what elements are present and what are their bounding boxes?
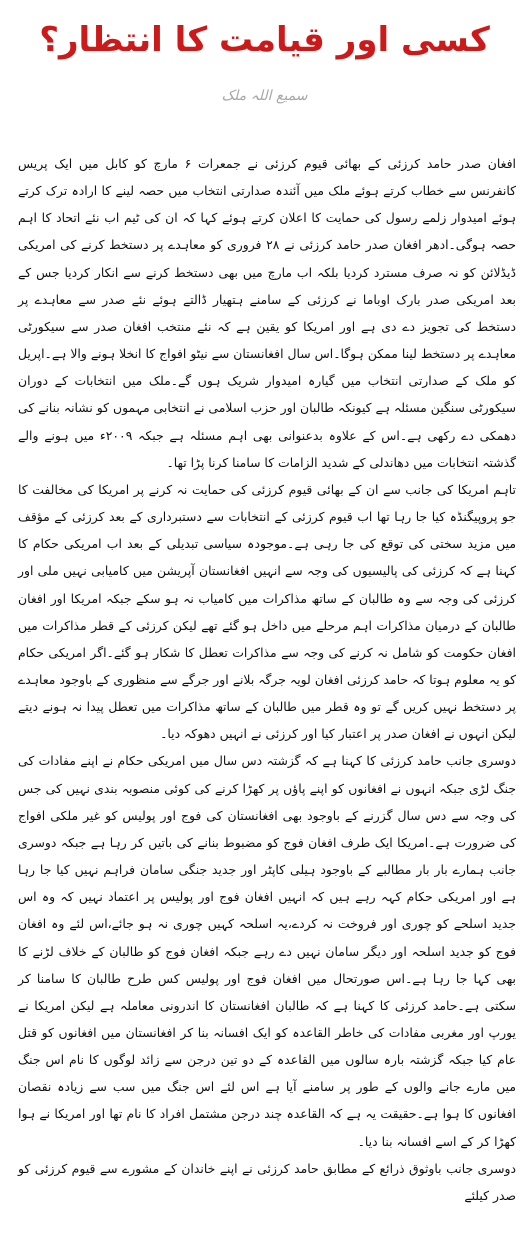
article-body — [18, 150, 516, 1209]
author-byline: سمیع اللہ ملک — [221, 88, 308, 104]
article-paragraph: دوسری جانب باوثوق ذرائع کے مطابق حامد کرزئی نے اپنے خاندان کے مشورے سے قیوم کرزئی کو صدر کیلئے — [18, 1160, 516, 1203]
article-paragraph: تاہم امریکا کی جانب سے ان کے بھائی قیوم کرزئی کی حمایت نہ کرنے پر امریکا کی مخالفت کا جو پروپیگنڈہ کیا جا رہا تھا اب قیوم کرزئی کے انتخابات سے دستبرداری کے بعد کرزئی کے مؤقف میں مزید سختی کی توقع کی جا رہی ہے۔موجودہ سیاسی تبدیلی کے بعد اب امریکی حکام کا کہنا ہے کہ کرزئی کی پالیسیوں کی وجہ سے انہیں افغانستان آپریشن میں کامیابی نہیں ملی اور کرزئی کی وجہ سے وہ طالبان کے ساتھ مذاکرات میں کامیاب نہ ہو سکے جبکہ امریکا اور افغان طالبان کے درمیان مذاکرات اہم مرحلے میں داخل ہو گئے تھے لیکن کرزئی کے قطر مذاکرات میں افغان حکومت کو شامل نہ کرنے کی وجہ سے مذاکرات تعطل کا شکار ہو گئے۔اگر امریکی حکام کو یہ معلوم ہوتا کہ حامد کرزئی افغان لویہ جرگہ بلانے اور جرگے سے منظوری کے باوجود معاہدے پر دستخط نہیں کریں گے تو وہ قطر میں طالبان کے ساتھ مذاکرات میں تعطل پیدا نہ ہونے دیتے لیکن انہوں نے افغان صدر پر اعتبار کیا اور کرزئی نے انہیں دھوکہ دیا۔ — [18, 481, 516, 742]
article-paragraph: دوسری جانب حامد کرزئی کا کہنا ہے کہ گزشتہ دس سال میں امریکی حکام نے اپنے مفادات کی جنگ لڑی جبکہ انہوں نے افغانوں کو اپنے پاؤں پر کھڑا کرنے کی کوئی منصوبہ بندی نہیں کی جس کی وجہ سے دس سال گزرنے کے باوجود بھی افغانستان کی فوج اور پولیس کو غیر ملکی افواج کی ضرورت ہے۔امریکا ایک طرف افغان فوج کو مضبوط بنانے کی باتیں کر رہا ہے جبکہ دوسری جانب ہمارے بار بار مطالبے کے باوجود ہیلی کاپٹر اور جدید جنگی سامان فراہم نہیں کیا جا رہا ہے اور امریکی حکام کہہ رہے ہیں کہ انہیں افغان فوج اور پولیس پر اعتماد نہیں کہ وہ اس جدید اسلحے کو چوری اور فروخت نہ کردے،یہ اسلحہ کہیں چوری نہ ہو جائے،اس لئے وہ افغان فوج کو جدید اسلحہ اور دیگر سامان نہیں دے رہے جبکہ افغان فوج کو طالبان کے خلاف لڑنے کا بھی کہا جا رہا ہے۔اس صورتحال میں افغان فوج اور پولیس کس طرح طالبان کا سامنا کر سکتی ہے۔حامد کرزئی کا کہنا ہے کہ طالبان افغانستان کا اندرونی معاملہ ہے لیکن امریکا نے یورپ اور مغربی مفادات کی خاطر القاعدہ کو ایک افسانہ بنا کر افغانستان میں افغانوں کو قتل عام کیا جبکہ گزشتہ بارہ سالوں میں القاعدہ کے دو تین درجن سے زائد لوگوں کا نام اس جنگ میں مارے جانے والوں کے طور پر سامنے آیا ہے اس لئے اس جنگ میں سب سے زیادہ نقصان افغانوں کا ہوا ہے۔حقیقت یہ ہے کہ القاعدہ چند درجن مشتمل افراد کا نام تھا اور امریکا نے ہوا کھڑا کر کے اسے افسانہ بنا دیا۔ — [18, 753, 516, 1149]
article-headline: کسی اور قیامت کا انتظار؟ — [39, 20, 490, 60]
article-paragraph: افغان صدر حامد کرزئی کے بھائی قیوم کرزئی نے جمعرات ۶ مارچ کو کابل میں ایک پریس کانفرنس سے خطاب کرتے ہوئے ملک میں آئندہ صدارتی انتخاب میں حصہ لینے کا ارادہ ترک کرتے ہوئے امیدوار زلمے رسول کی حمایت کا اعلان کرتے ہوئے کہا کہ ان کی ٹیم اب نئے اتحاد کا اہم حصہ ہوگی۔ادھر افغان صدر حامد کرزئی نے ۲۸ فروری کو معاہدے پر دستخط کرنے کی امریکی ڈیڈلائن کو نہ صرف مسترد کردیا بلکہ اب مارچ میں بھی دستخط کرنے سے انکار کردیا جس کے بعد امریکی صدر بارک اوباما نے کرزئی کے سامنے ہتھیار ڈالتے ہوئے نئے صدر سے معاہدے پر دستخط کی تجویز دے دی ہے اور امریکا کو یقین ہے کہ نئے منتخب افغان صدر سے سیکورٹی معاہدے پر دستخط لینا ممکن ہوگا۔اس سال افغانستان سے نیٹو افواج کا انخلا ہونے والا ہے۔اپریل کو ملک کے صدارتی انتخاب میں گیارہ امیدوار شریک ہوں گے۔ملک میں انتخابات کے دوران سیکورٹی سنگین مسئلہ ہے کیونکہ طالبان اور حزب اسلامی نے انتخابی مہموں کو نشانہ بنانے کی دھمکی دے رکھی ہے۔اس کے علاوہ بدعنوانی بھی اہم مسئلہ ہے جبکہ ۲۰۰۹ء میں ہونے والے گذشتہ انتخابات میں دھاندلی کے شدید الزامات کا سامنا کرنا پڑا تھا۔ — [18, 156, 516, 470]
